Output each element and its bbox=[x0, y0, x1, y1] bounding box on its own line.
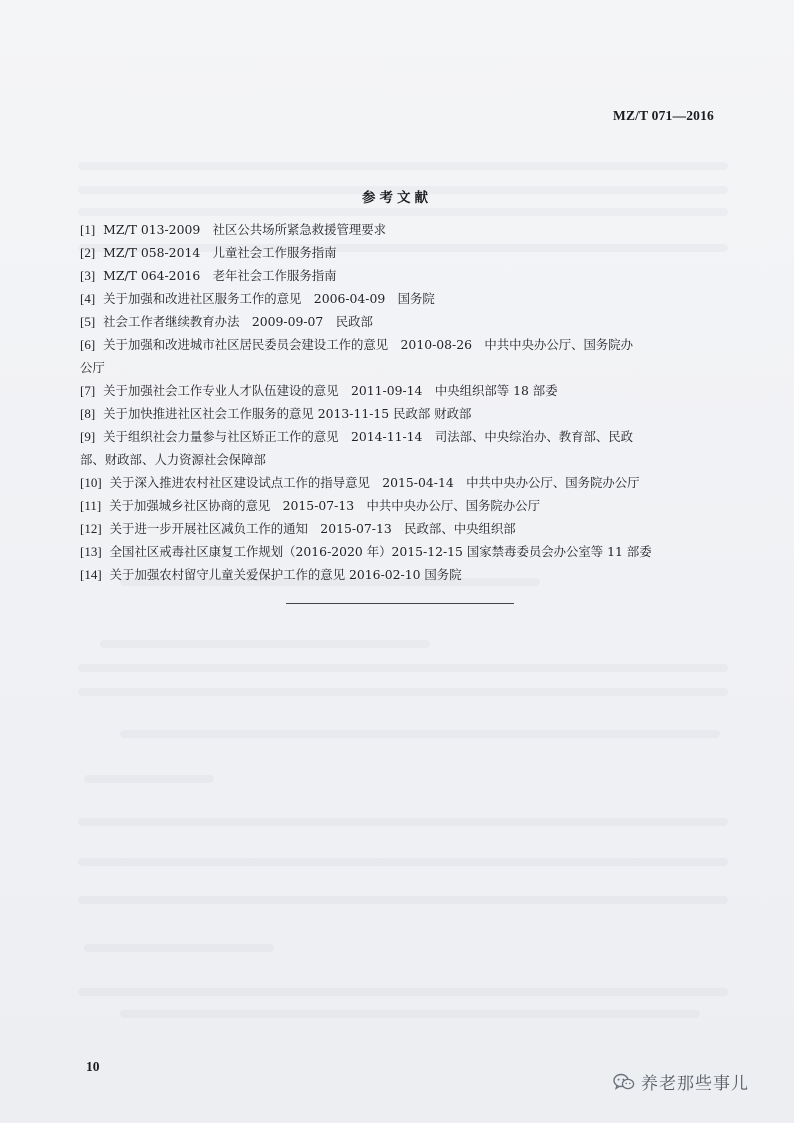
reference-item bbox=[80, 333, 718, 356]
reference-text bbox=[103, 241, 718, 264]
bleed-through-line bbox=[78, 664, 728, 672]
reference-list bbox=[80, 218, 718, 586]
reference-text bbox=[103, 264, 718, 287]
reference-text bbox=[103, 218, 718, 241]
reference-item bbox=[80, 379, 718, 402]
reference-line: 关于加强和改进城市社区居民委员会建设工作的意见 2010-08-26 中共中央办公厅、国务院办 bbox=[103, 337, 634, 352]
reference-text bbox=[110, 471, 718, 494]
watermark-text: 养老那些事儿 bbox=[641, 1074, 749, 1094]
bleed-through-line bbox=[120, 730, 720, 738]
reference-number: [11] bbox=[80, 498, 102, 513]
reference-text bbox=[103, 310, 718, 333]
end-divider bbox=[286, 603, 514, 604]
reference-line: 全国社区戒毒社区康复工作规划（2016-2020 年）2015-12-15 国家禁毒委员会办公室等 11 部委 bbox=[109, 544, 652, 559]
reference-line: MZ/T 064-2016 老年社会工作服务指南 bbox=[103, 268, 337, 283]
bleed-through-line bbox=[78, 688, 728, 696]
reference-text bbox=[110, 540, 718, 563]
reference-line: 关于组织社会力量参与社区矫正工作的意见 2014-11-14 司法部、中央综治办、教育部、民政 bbox=[103, 429, 634, 444]
bleed-through-line bbox=[78, 858, 728, 866]
reference-number: [6] bbox=[80, 337, 96, 352]
reference-number: [9] bbox=[80, 429, 96, 444]
wechat-icon bbox=[613, 1073, 635, 1091]
reference-line: 关于加强社会工作专业人才队伍建设的意见 2011-09-14 中央组织部等 18 部委 bbox=[103, 383, 558, 398]
bleed-through-line bbox=[78, 208, 728, 216]
reference-item bbox=[80, 264, 718, 287]
bleed-through-line bbox=[78, 162, 728, 170]
reference-number: [13] bbox=[80, 544, 102, 559]
watermark bbox=[613, 1069, 749, 1094]
reference-item bbox=[80, 471, 718, 494]
reference-line-continued: 公厅 bbox=[80, 360, 105, 375]
reference-line: 关于深入推进农村社区建设试点工作的指导意见 2015-04-14 中共中央办公厅、国务院办公厅 bbox=[109, 475, 640, 490]
standard-code: MZ/T 071—2016 bbox=[613, 108, 714, 123]
reference-item bbox=[80, 494, 718, 517]
reference-line: 关于进一步开展社区减负工作的通知 2015-07-13 民政部、中央组织部 bbox=[109, 521, 516, 536]
bleed-through-line bbox=[78, 988, 728, 996]
reference-text bbox=[110, 517, 718, 540]
reference-item bbox=[80, 563, 718, 586]
bleed-through-line bbox=[78, 896, 728, 904]
reference-item bbox=[80, 310, 718, 333]
reference-text bbox=[110, 563, 718, 586]
reference-text bbox=[103, 425, 718, 448]
reference-text bbox=[103, 402, 718, 425]
bleed-through-line bbox=[100, 640, 430, 648]
reference-line: 社会工作者继续教育办法 2009-09-07 民政部 bbox=[103, 314, 373, 329]
reference-item bbox=[80, 517, 718, 540]
reference-number: [10] bbox=[80, 475, 102, 490]
bleed-through-line bbox=[120, 1010, 700, 1018]
bleed-through-line bbox=[78, 818, 728, 826]
reference-item bbox=[80, 402, 718, 425]
reference-line-continued: 部、财政部、人力资源社会保障部 bbox=[80, 452, 266, 467]
reference-text bbox=[109, 494, 718, 517]
reference-number: [8] bbox=[80, 406, 96, 421]
reference-line: 关于加强城乡社区协商的意见 2015-07-13 中共中央办公厅、国务院办公厅 bbox=[109, 498, 540, 513]
reference-item bbox=[80, 540, 718, 563]
reference-item bbox=[80, 425, 718, 448]
page-number: 10 bbox=[86, 1059, 100, 1074]
reference-number: [2] bbox=[80, 245, 96, 260]
bleed-through-line bbox=[84, 944, 274, 952]
reference-number: [5] bbox=[80, 314, 96, 329]
reference-line: 关于加强和改进社区服务工作的意见 2006-04-09 国务院 bbox=[103, 291, 435, 306]
reference-number: [3] bbox=[80, 268, 96, 283]
reference-number: [12] bbox=[80, 521, 102, 536]
reference-number: [1] bbox=[80, 222, 96, 237]
reference-item bbox=[80, 287, 718, 310]
reference-number: [14] bbox=[80, 567, 102, 582]
reference-text bbox=[103, 333, 718, 356]
reference-line: MZ/T 013-2009 社区公共场所紧急救援管理要求 bbox=[103, 222, 387, 237]
bleed-through-line bbox=[84, 775, 214, 783]
reference-text bbox=[103, 379, 718, 402]
reference-text bbox=[103, 287, 718, 310]
reference-item bbox=[80, 218, 718, 241]
reference-number: [4] bbox=[80, 291, 96, 306]
section-title: 参考文献 bbox=[362, 190, 432, 206]
reference-item bbox=[80, 241, 718, 264]
reference-number: [7] bbox=[80, 383, 96, 398]
reference-line: MZ/T 058-2014 儿童社会工作服务指南 bbox=[103, 245, 337, 260]
reference-line: 关于加强农村留守儿童关爱保护工作的意见 2016-02-10 国务院 bbox=[109, 567, 462, 582]
reference-line: 关于加快推进社区社会工作服务的意见 2013-11-15 民政部 财政部 bbox=[103, 406, 472, 421]
